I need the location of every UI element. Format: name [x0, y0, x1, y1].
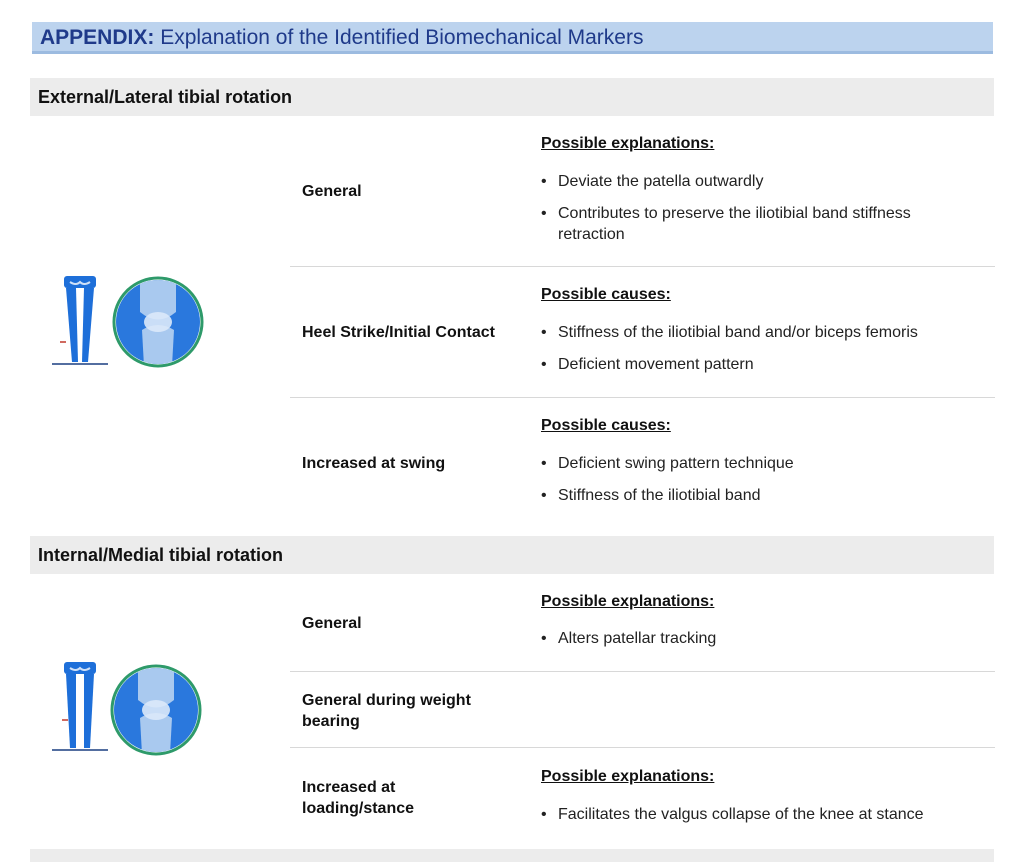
section-header-cutoff	[30, 849, 994, 862]
appendix-banner	[32, 22, 993, 54]
row-heading: Possible explanations:	[541, 135, 715, 152]
row-divider	[290, 266, 995, 267]
list-item: • Deviate the patella outwardly	[541, 173, 764, 190]
bullet-dot-icon: •	[541, 205, 547, 222]
knee-joint-icon	[112, 666, 200, 754]
list-item: • Contributes to preserve the iliotibial band stiffness retraction	[541, 205, 911, 243]
external-rotation-illustration	[48, 272, 208, 372]
row-label-loading-stance: Increased at loading/stance	[302, 779, 415, 817]
bullet-dot-icon: •	[541, 455, 547, 472]
row-heading: Possible explanations:	[541, 593, 715, 610]
bullet-dot-icon: •	[541, 630, 547, 647]
row-divider	[290, 671, 995, 672]
row-label-weight-bearing: General during weight bearing	[302, 692, 471, 730]
legs-anatomy-icon	[52, 662, 108, 750]
row-label-general: General	[302, 183, 362, 200]
banner-label: APPENDIX:	[40, 26, 155, 49]
row-label-increased-swing: Increased at swing	[302, 455, 446, 472]
legs-anatomy-icon	[52, 276, 108, 364]
row-label-heel-strike: Heel Strike/Initial Contact	[302, 324, 495, 341]
row-heading: Possible causes:	[541, 417, 671, 434]
banner-title: Explanation of the Identified Biomechanical Markers	[154, 26, 644, 49]
row-label-general: General	[302, 615, 362, 632]
bullet-dot-icon: •	[541, 173, 547, 190]
list-item: • Deficient swing pattern technique	[541, 455, 794, 472]
list-item: • Facilitates the valgus collapse of the knee at stance	[541, 806, 924, 823]
bullet-dot-icon: •	[541, 324, 547, 341]
list-item: • Stiffness of the iliotibial band and/or biceps femoris	[541, 324, 918, 341]
bullet-dot-icon: •	[541, 356, 547, 373]
internal-rotation-illustration	[48, 658, 208, 758]
list-item: • Alters patellar tracking	[541, 630, 717, 647]
section-header-external-rotation: External/Lateral tibial rotation	[30, 78, 994, 116]
bullet-dot-icon: •	[541, 487, 547, 504]
row-heading: Possible explanations:	[541, 768, 715, 785]
bullet-dot-icon: •	[541, 806, 547, 823]
row-divider	[290, 397, 995, 398]
row-heading: Possible causes:	[541, 286, 671, 303]
list-item: • Deficient movement pattern	[541, 356, 754, 373]
row-divider	[290, 747, 995, 748]
list-item: • Stiffness of the iliotibial band	[541, 487, 761, 504]
section-header-internal-rotation: Internal/Medial tibial rotation	[30, 536, 994, 574]
knee-joint-icon	[114, 278, 202, 366]
